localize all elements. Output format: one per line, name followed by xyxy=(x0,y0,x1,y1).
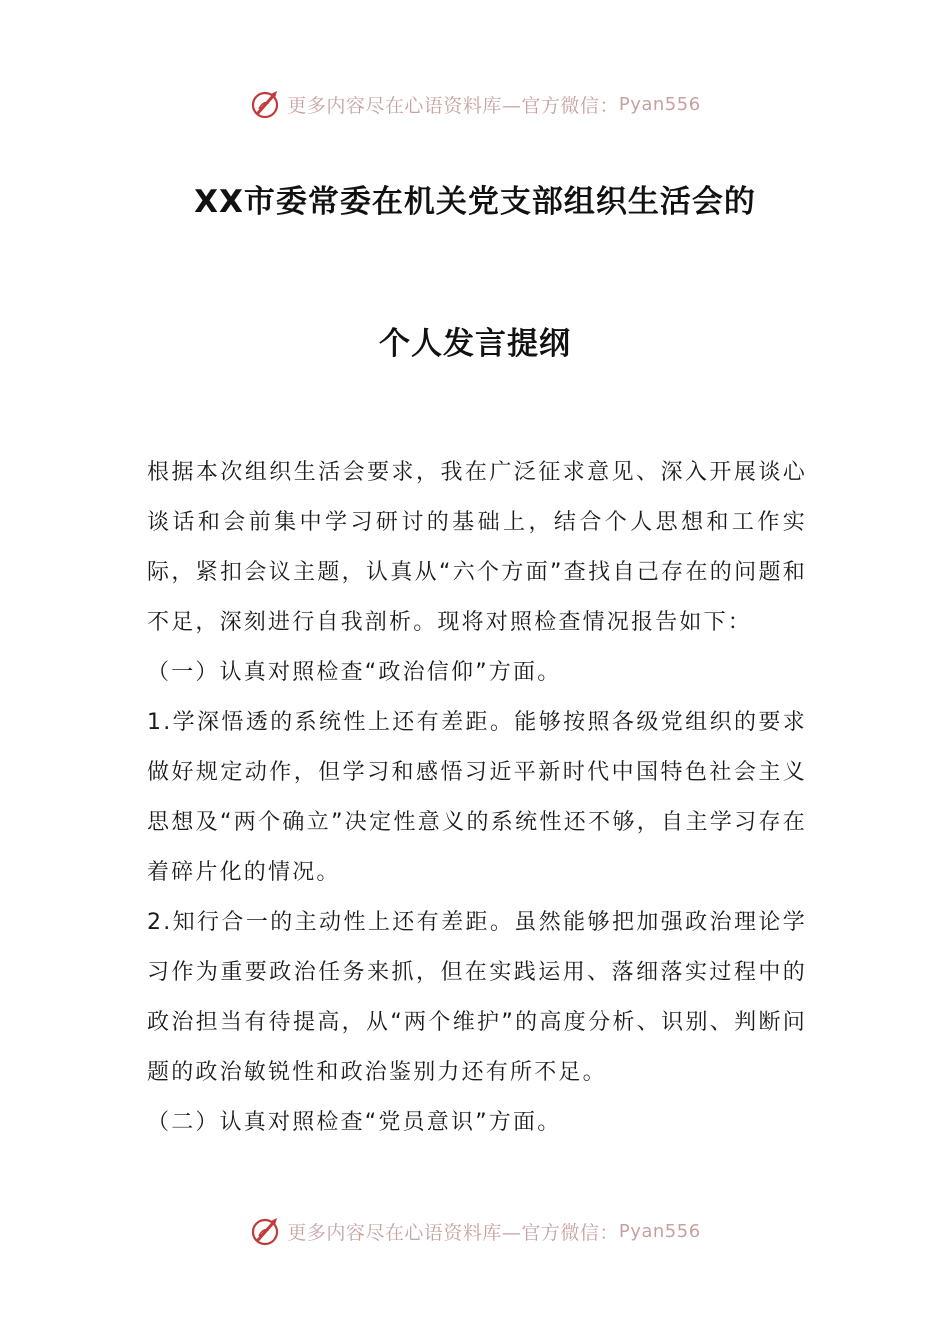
header-banner-wechat: Pyan556 xyxy=(618,93,701,115)
intro-paragraph: 根据本次组织生活会要求，我在广泛征求意见、深入开展谈心谈话和会前集中学习研讨的基础上，结合个人思想和工作实际，紧扣会议主题，认真从“六个方面”查找自己存在的问题和不足，深刻进行自我剖析。现将对照检查情况报告如下： xyxy=(147,460,807,635)
pen-logo-icon xyxy=(249,87,283,121)
footer-banner-text: 更多内容尽在心语资料库—官方微信： xyxy=(287,1221,619,1244)
footer-banner-wechat: Pyan556 xyxy=(618,1220,701,1242)
document-body xyxy=(147,448,807,1148)
header-banner-text: 更多内容尽在心语资料库—官方微信： xyxy=(287,94,619,117)
section-1-heading: （一）认真对照检查“政治信仰”方面。 xyxy=(147,660,562,685)
item-1-paragraph: 1.学深悟透的系统性上还有差距。能够按照各级党组织的要求做好规定动作，但学习和感悟习近平新时代中国特色社会主义思想及“两个确立”决定性意义的系统性还不够，自主学习存在着碎片化的情况。 xyxy=(147,710,807,885)
footer-watermark-banner xyxy=(0,1211,950,1251)
header-watermark-banner xyxy=(0,84,950,124)
document-title-line-1: XX市委常委在机关党支部组织生活会的 xyxy=(194,184,756,220)
document-title-line-2: 个人发言提纲 xyxy=(379,326,571,362)
item-2-paragraph: 2.知行合一的主动性上还有差距。虽然能够把加强政治理论学习作为重要政治任务来抓，但在实践运用、落细落实过程中的政治担当有待提高，从“两个维护”的高度分析、识别、判断问题的政治敏锐性和政治鉴别力还有所不足。 xyxy=(147,910,807,1085)
section-2-heading: （二）认真对照检查“党员意识”方面。 xyxy=(147,1110,562,1135)
pen-logo-icon xyxy=(249,1214,283,1248)
